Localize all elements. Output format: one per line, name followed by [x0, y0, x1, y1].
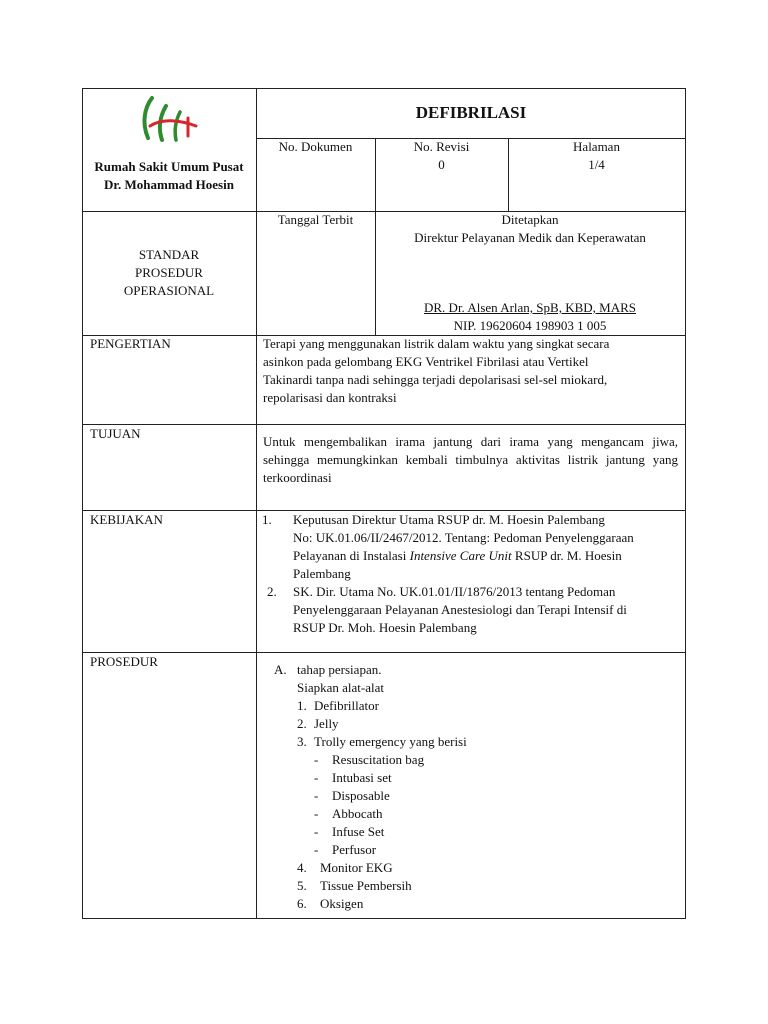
- kebijakan-item-line: No: UK.01.06/II/2467/2012. Tentang: Pedoman Penyelenggaraan: [293, 530, 634, 545]
- hospital-name-line2: Dr. Mohammad Hoesin: [104, 177, 234, 192]
- sub-item: Resuscitation bag: [332, 752, 425, 767]
- signer-nip: NIP. 19620604 198903 1 005: [453, 318, 607, 333]
- section-label-prosedur: PROSEDUR: [90, 654, 158, 669]
- pengertian-line: repolarisasi dan kontraksi: [263, 390, 397, 405]
- list-item-number: 3.: [297, 734, 307, 749]
- kebijakan-item-line: [293, 547, 622, 565]
- tujuan-text: Untuk mengembalikan irama jantung dari irama yang mengancam jiwa, sehingga memungkinkan kembali timbulnya aktivitas listrik jantung yang terkoordinasi: [263, 434, 678, 485]
- sub-item-dash: -: [314, 824, 319, 839]
- kebijakan-italic-text: Intensive Care Unit: [409, 548, 512, 563]
- kebijakan-text: RSUP dr. M. Hoesin: [511, 548, 622, 563]
- section-label-pengertian: PENGERTIAN: [90, 336, 171, 351]
- sub-item-dash: -: [314, 770, 319, 785]
- list-item-number: 5.: [297, 878, 307, 893]
- document-title: DEFIBRILASI: [415, 103, 527, 122]
- approver-title: Direktur Pelayanan Medik dan Keperawatan: [414, 230, 646, 245]
- list-item: Trolly emergency yang berisi: [314, 734, 467, 749]
- list-item: Defibrillator: [314, 698, 379, 713]
- sub-item-dash: -: [314, 788, 319, 803]
- list-item: Tissue Pembersih: [320, 878, 412, 893]
- kebijakan-item-line: Palembang: [293, 566, 351, 581]
- kebijakan-text: Pelayanan di Instalasi: [293, 548, 410, 563]
- kebijakan-item-line: Penyelenggaraan Pelayanan Anestesiologi dan Terapi Intensif di: [293, 602, 627, 617]
- signer-name-text: DR. Dr. Alsen Arlan, SpB, KBD, MARS: [424, 300, 636, 315]
- section-label-tujuan: TUJUAN: [90, 426, 141, 441]
- sub-item: Intubasi set: [332, 770, 392, 785]
- list-item-number: 4.: [297, 860, 307, 875]
- revision-value: 0: [438, 157, 445, 172]
- sub-item-dash: -: [314, 752, 319, 767]
- list-item: Oksigen: [320, 896, 364, 911]
- section-label-kebijakan: KEBIJAKAN: [90, 512, 163, 527]
- sop-label-line3: OPERASIONAL: [123, 283, 215, 298]
- page-label: Halaman: [573, 139, 620, 154]
- step-a-title: tahap persiapan.: [297, 662, 382, 677]
- list-item-number: 1.: [297, 698, 307, 713]
- pengertian-line: Takinardi tanpa nadi sehingga terjadi depolarisasi sel-sel miokard,: [263, 372, 608, 387]
- kebijakan-item-line: SK. Dir. Utama No. UK.01.01/II/1876/2013 tentang Pedoman: [293, 584, 616, 599]
- sub-item-dash: -: [314, 842, 319, 857]
- sub-item: Disposable: [332, 788, 390, 803]
- list-item: Monitor EKG: [320, 860, 393, 875]
- sub-item-dash: -: [314, 806, 319, 821]
- kebijakan-item-number: 2.: [267, 584, 277, 599]
- hospital-name-line1: Rumah Sakit Umum Pusat: [94, 159, 244, 174]
- sub-item: Infuse Set: [332, 824, 385, 839]
- doc-number-label: No. Dokumen: [278, 139, 353, 154]
- revision-label: No. Revisi: [413, 139, 470, 154]
- pengertian-line: asinkon pada gelombang EKG Ventrikel Fibrilasi atau Vertikel: [263, 354, 589, 369]
- page-value: 1/4: [588, 157, 605, 172]
- hospital-logo: [140, 96, 202, 146]
- sub-item: Abbocath: [332, 806, 383, 821]
- kebijakan-item-line: RSUP Dr. Moh. Hoesin Palembang: [293, 620, 477, 635]
- pengertian-line: Terapi yang menggunakan listrik dalam waktu yang singkat secara: [263, 336, 610, 351]
- list-item-number: 6.: [297, 896, 307, 911]
- issue-date-label: Tanggal Terbit: [277, 212, 354, 227]
- list-item: Jelly: [314, 716, 339, 731]
- step-a-number: A.: [274, 662, 287, 677]
- kebijakan-item-number: 1.: [262, 512, 272, 527]
- sub-item: Perfusor: [332, 842, 377, 857]
- prepare-label: Siapkan alat-alat: [297, 680, 384, 695]
- sop-label-line1: STANDAR: [138, 247, 200, 262]
- kebijakan-item-line: Keputusan Direktur Utama RSUP dr. M. Hoesin Palembang: [293, 512, 605, 527]
- approved-label: Ditetapkan: [501, 212, 559, 227]
- list-item-number: 2.: [297, 716, 307, 731]
- signer-name: [375, 299, 685, 317]
- sop-label-line2: PROSEDUR: [135, 265, 203, 280]
